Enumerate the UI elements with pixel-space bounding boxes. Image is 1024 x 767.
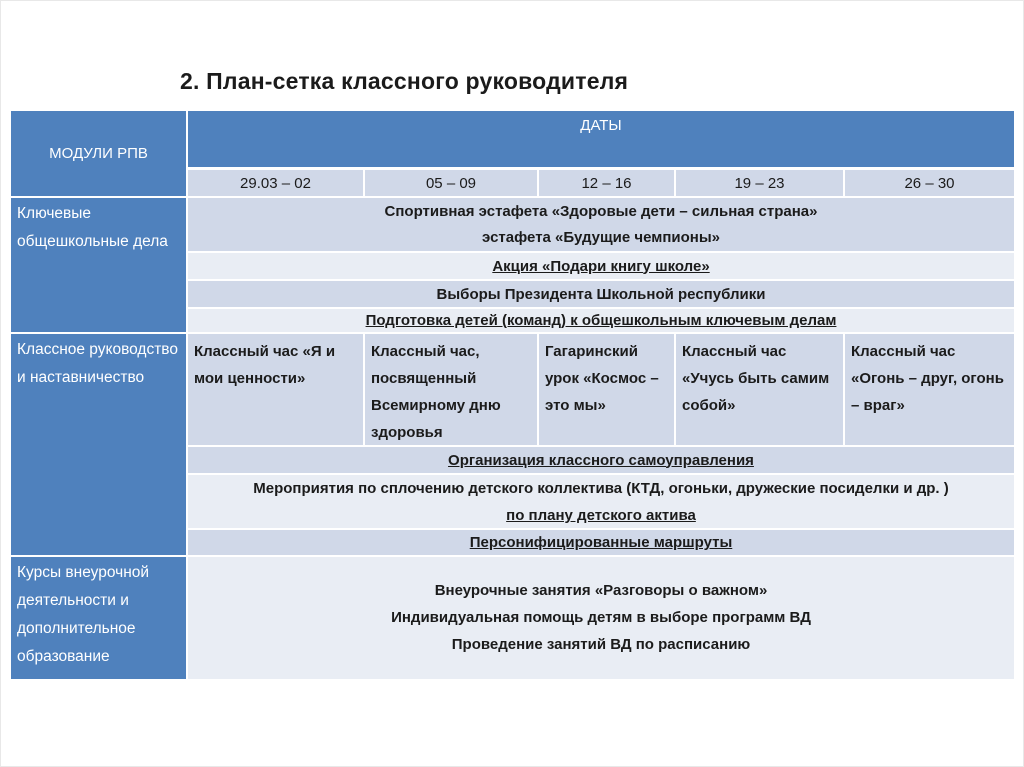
class-hour-cell: Классный час «Учусь быть самим собой» (676, 334, 843, 445)
modules-header: МОДУЛИ РПВ (11, 111, 186, 196)
module-extracurricular: Курсы внеурочной деятельности и дополнительное образование (11, 557, 186, 679)
key-events-relay-block (188, 198, 1014, 251)
event-row (188, 253, 1014, 279)
classroom-row (188, 530, 1014, 555)
class-hour-cell: Классный час, посвященный Всемирному дню здоровья (365, 334, 537, 445)
classroom-row (188, 447, 1014, 473)
week-cell: 19 – 23 (676, 170, 843, 196)
extracurricular-row: Внеурочные занятия «Разговоры о важном» (434, 582, 768, 599)
week-cell: 26 – 30 (845, 170, 1014, 196)
module-classroom: Классное руководство и наставничество (11, 334, 186, 555)
event-row: эстафета «Будущие чемпионы» (482, 229, 720, 246)
event-row (188, 309, 1014, 332)
class-hour-cell: Гагаринский урок «Космос – это мы» (539, 334, 674, 445)
classroom-row-text: по плану детского актива (506, 507, 696, 524)
week-cell: 12 – 16 (539, 170, 674, 196)
classroom-row (188, 507, 1014, 524)
event-row-text: Подготовка детей (команд) к общешкольным ключевым делам (365, 312, 837, 329)
module-key-events: Ключевые общешкольные дела (11, 198, 186, 332)
event-row-text: Акция «Подари книгу школе» (492, 257, 710, 275)
page-title: 2. План-сетка классного руководителя (180, 68, 629, 94)
classroom-row: Мероприятия по сплочению детского коллектива (КТД, огоньки, дружеские посиделки и др. ) (253, 480, 949, 497)
week-cell: 29.03 – 02 (188, 170, 363, 196)
dates-header: ДАТЫ (188, 111, 1014, 167)
event-row: Выборы Президента Школьной республики (188, 281, 1014, 307)
classroom-row-text: Персонифицированные маршруты (469, 534, 733, 551)
extracurricular-row: Проведение занятий ВД по расписанию (451, 636, 751, 653)
week-cell: 05 – 09 (365, 170, 537, 196)
event-row: Спортивная эстафета «Здоровые дети – сильная страна» (384, 203, 818, 220)
classroom-row-text: Организация классного самоуправления (448, 451, 754, 469)
extracurricular-block (188, 557, 1014, 679)
classroom-activities-block (188, 475, 1014, 528)
class-hour-cell: Классный час «Огонь – друг, огонь – враг» (845, 334, 1014, 445)
class-hour-cell: Классный час «Я и мои ценности» (188, 334, 363, 445)
extracurricular-row: Индивидуальная помощь детям в выборе программ ВД (391, 609, 811, 626)
